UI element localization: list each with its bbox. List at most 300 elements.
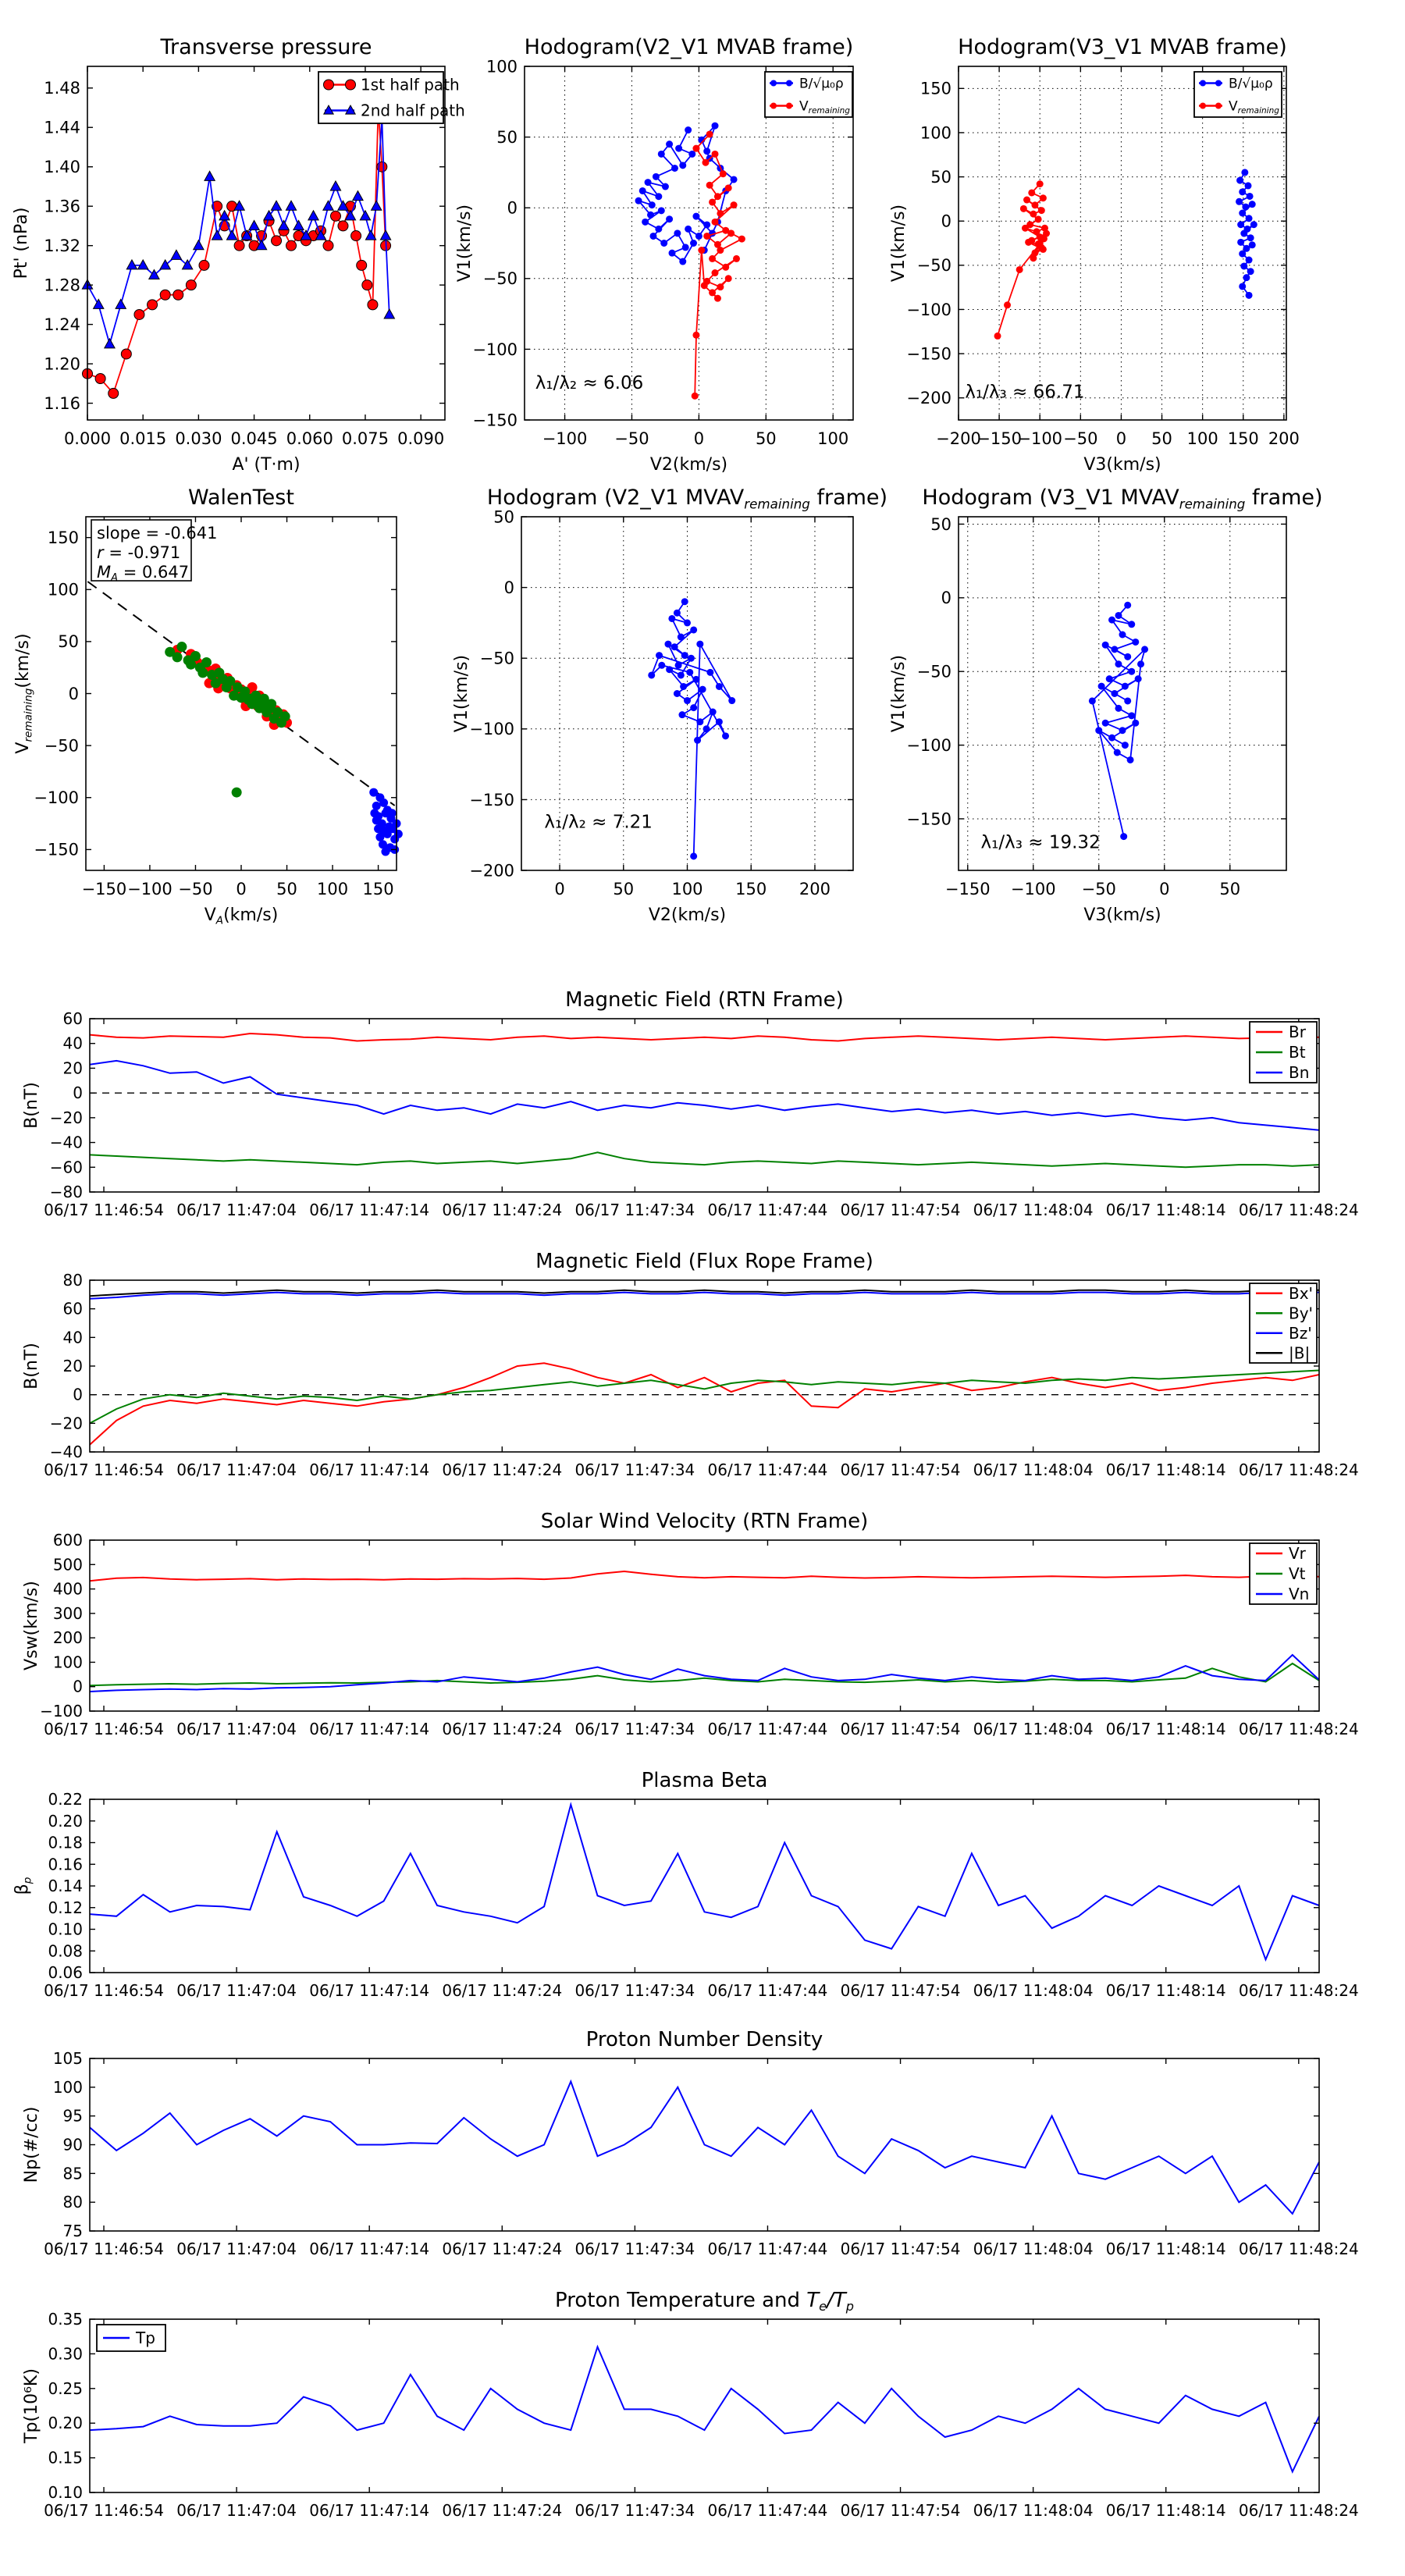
axes-frame (90, 1799, 1319, 1973)
point-marker (160, 290, 170, 300)
triangle-marker (194, 240, 204, 250)
panel-b-fluxrope (22, 1250, 1359, 1479)
x-tick-label: 06/17 11:47:14 (309, 1720, 430, 1738)
x-tick-label: 06/17 11:47:54 (840, 1461, 961, 1479)
series-vn (90, 1655, 1319, 1692)
series-tp (90, 2347, 1319, 2472)
x-tick-label: 06/17 11:48:14 (1105, 2240, 1226, 2258)
panel-title: Hodogram (V3_V1 $MVAV_{remaining}$ frame) (922, 486, 1323, 512)
point-marker (727, 229, 735, 237)
point-marker (1028, 189, 1035, 196)
series-bx-prime (90, 1363, 1319, 1445)
y-tick-label: 100 (52, 1653, 83, 1672)
x-tick-label: 06/17 11:47:54 (840, 1720, 961, 1738)
point-marker (703, 725, 710, 732)
point-marker (370, 809, 379, 817)
x-tick-label: 06/17 11:46:54 (44, 1981, 164, 2000)
point-marker (1038, 207, 1045, 214)
point-marker (1132, 720, 1139, 727)
point-marker (712, 269, 719, 276)
y-tick-label: 0 (503, 578, 514, 597)
x-tick-label: 0 (236, 880, 247, 898)
point-marker (658, 151, 665, 158)
lambda-ratio-annotation: λ₁/λ₃ ≈ 66.71 (965, 382, 1085, 403)
x-tick-label: 06/17 11:47:34 (574, 1461, 695, 1479)
panel-proton-temperature (22, 2289, 1359, 2520)
y-tick-label: −100 (472, 340, 518, 359)
x-tick-label: 06/17 11:47:44 (707, 1201, 828, 1219)
point-marker (731, 176, 738, 183)
axes-frame (959, 517, 1286, 870)
panel-title: Hodogram(V2_V1 MVAB frame) (524, 35, 854, 59)
triangle-marker (212, 230, 222, 240)
point-marker (1249, 241, 1256, 248)
point-marker (338, 221, 348, 231)
point-marker (714, 193, 721, 200)
point-marker (679, 258, 686, 265)
x-tick-label: 06/17 11:47:04 (176, 1981, 297, 2000)
point-marker (684, 619, 691, 626)
point-marker (1035, 215, 1042, 222)
y-tick-label: 0 (73, 1385, 83, 1404)
y-axis-label: B(nT) (22, 1082, 41, 1129)
point-marker (678, 634, 685, 641)
panel-plasma-beta (12, 1769, 1359, 2000)
series-np (90, 2082, 1319, 2214)
y-tick-label: 0.10 (48, 2483, 83, 2502)
point-marker (786, 80, 792, 87)
y-tick-label: 0 (73, 1677, 83, 1696)
point-marker (1245, 182, 1252, 189)
point-marker (706, 182, 713, 189)
series-beta-p (90, 1805, 1319, 1959)
point-marker (245, 694, 255, 704)
x-tick-label: 50 (276, 880, 297, 898)
point-marker (690, 240, 697, 247)
y-tick-label: 0.10 (48, 1920, 83, 1939)
x-tick-label: 06/17 11:47:44 (707, 2501, 828, 2520)
x-tick-label: 06/17 11:47:34 (574, 2501, 695, 2520)
y-tick-label: −100 (469, 720, 514, 739)
y-tick-label: 50 (930, 167, 951, 187)
x-tick-label: 06/17 11:48:04 (973, 1720, 1094, 1738)
y-tick-label: 0.12 (48, 1898, 83, 1917)
point-marker (662, 183, 669, 190)
triangle-marker (271, 201, 281, 210)
y-tick-label: 0 (941, 589, 951, 608)
point-marker (186, 280, 196, 290)
x-tick-label: 06/17 11:47:34 (574, 2240, 695, 2258)
point-marker (681, 598, 688, 605)
point-marker (1132, 639, 1139, 646)
point-marker (357, 260, 367, 270)
point-marker (1239, 251, 1246, 258)
point-marker (1124, 697, 1131, 704)
point-marker (720, 170, 727, 177)
x-tick-label: 06/17 11:47:04 (176, 1720, 297, 1738)
point-marker (1115, 612, 1122, 619)
y-tick-label: 95 (62, 2106, 83, 2126)
point-marker (655, 193, 662, 200)
point-marker (272, 236, 282, 246)
y-tick-label: 0.14 (48, 1877, 83, 1895)
legend-label: Vremaining (1229, 98, 1279, 116)
x-tick-label: 06/17 11:47:14 (309, 1981, 430, 2000)
legend-label: Br (1289, 1023, 1306, 1041)
panel-title: Transverse pressure (160, 35, 372, 59)
y-tick-label: −50 (44, 736, 79, 756)
x-tick-label: −150 (81, 880, 127, 898)
y-tick-label: −200 (906, 389, 951, 408)
x-tick-label: 06/17 11:48:24 (1238, 1981, 1359, 2000)
triangle-marker (372, 201, 382, 210)
legend-label: Tp (136, 2329, 155, 2347)
y-axis-label: B(nT) (22, 1343, 41, 1389)
point-marker (1137, 660, 1144, 667)
point-marker (108, 388, 119, 398)
legend-label: Vremaining (799, 98, 850, 116)
point-marker (712, 219, 719, 226)
point-marker (660, 240, 667, 247)
point-marker (709, 198, 716, 205)
y-tick-label: −50 (916, 662, 951, 681)
y-tick-label: 50 (493, 507, 514, 527)
y-tick-label: 1.24 (44, 315, 80, 334)
legend-label: Vt (1289, 1564, 1306, 1583)
point-marker (675, 145, 682, 152)
point-marker (1239, 283, 1246, 290)
y-tick-label: 20 (62, 1059, 83, 1078)
point-marker (1239, 188, 1246, 195)
y-tick-label: 1.28 (44, 276, 80, 295)
series-br (90, 1034, 1319, 1041)
y-tick-label: 600 (52, 1531, 83, 1550)
point-marker (1102, 720, 1109, 727)
y-tick-label: 100 (486, 57, 518, 76)
point-marker (173, 652, 183, 662)
point-marker (645, 179, 652, 186)
x-tick-label: 06/17 11:47:04 (176, 2240, 297, 2258)
point-marker (1020, 205, 1027, 212)
triangle-marker (105, 339, 115, 348)
point-marker (716, 683, 723, 690)
x-axis-label: V3(km/s) (1083, 906, 1161, 925)
y-tick-label: 20 (62, 1357, 83, 1375)
x-tick-label: 150 (735, 880, 767, 898)
y-tick-label: 50 (496, 127, 518, 147)
x-tick-label: 0.090 (397, 429, 445, 448)
point-marker (383, 830, 392, 838)
y-tick-label: 105 (52, 2049, 83, 2068)
x-tick-label: 0 (1159, 880, 1170, 898)
point-marker (706, 669, 713, 676)
y-tick-label: 60 (62, 1299, 83, 1318)
point-marker (1246, 292, 1253, 299)
x-tick-label: 06/17 11:47:14 (309, 2501, 430, 2520)
point-marker (201, 657, 212, 667)
point-marker (1243, 274, 1250, 281)
point-marker (1127, 756, 1134, 763)
x-tick-label: −100 (542, 429, 588, 448)
x-tick-label: 06/17 11:47:44 (707, 1981, 828, 2000)
y-tick-label: 60 (62, 1009, 83, 1028)
y-axis-label: Tp(10⁶K) (22, 2368, 41, 2443)
point-marker (696, 641, 703, 648)
point-marker (1247, 234, 1254, 241)
x-tick-label: 06/17 11:48:04 (973, 2501, 1094, 2520)
point-marker (706, 130, 713, 137)
point-marker (351, 231, 361, 241)
y-tick-label: 0.22 (48, 1790, 83, 1809)
y-tick-label: −50 (479, 649, 514, 668)
point-marker (1239, 209, 1246, 216)
point-marker (642, 219, 649, 226)
x-tick-label: 06/17 11:47:24 (442, 1720, 563, 1738)
point-marker (666, 215, 673, 222)
x-axis-label: A' (T·m) (232, 455, 301, 475)
y-tick-label: 0.30 (48, 2344, 83, 2364)
x-tick-label: 06/17 11:47:04 (176, 1201, 297, 1219)
point-marker (330, 211, 340, 221)
x-tick-label: 06/17 11:48:04 (973, 1461, 1094, 1479)
point-marker (1111, 690, 1118, 697)
point-marker (1128, 621, 1135, 628)
y-axis-label: V1(km/s) (455, 204, 475, 283)
point-marker (1236, 198, 1243, 205)
x-tick-label: 50 (1151, 429, 1172, 448)
point-marker (134, 309, 144, 319)
point-marker (1200, 80, 1206, 87)
panel-title: Magnetic Field (Flux Rope Frame) (535, 1250, 873, 1273)
point-marker (1023, 197, 1030, 204)
panel-title: Proton Number Density (585, 2028, 823, 2051)
point-marker (679, 162, 686, 169)
y-axis-label: V1(km/s) (889, 204, 909, 283)
point-marker (1115, 705, 1122, 712)
point-marker (121, 349, 131, 359)
x-tick-label: 150 (362, 880, 394, 898)
x-tick-label: 06/17 11:48:24 (1238, 1461, 1359, 1479)
x-tick-label: 0.000 (63, 429, 112, 448)
y-tick-label: 200 (52, 1628, 83, 1648)
y-tick-label: −20 (49, 1108, 83, 1127)
point-marker (722, 264, 729, 271)
point-marker (1016, 266, 1023, 273)
point-marker (232, 788, 242, 798)
point-marker (690, 626, 697, 633)
x-tick-label: −150 (976, 429, 1022, 448)
x-axis-label: V3(km/s) (1083, 455, 1161, 475)
x-tick-label: 0.075 (341, 429, 389, 448)
point-marker (717, 247, 724, 254)
point-marker (1236, 177, 1243, 184)
point-marker (694, 737, 701, 744)
y-axis-label: Np(#/cc) (22, 2106, 41, 2183)
point-marker (1124, 602, 1131, 609)
point-marker (1124, 653, 1131, 660)
point-marker (1114, 749, 1121, 756)
y-tick-label: 100 (47, 580, 79, 600)
point-marker (1106, 675, 1113, 682)
point-marker (1040, 235, 1048, 242)
x-tick-label: 06/17 11:47:24 (442, 1461, 563, 1479)
y-tick-label: 300 (52, 1603, 83, 1623)
point-marker (710, 709, 717, 716)
point-marker (346, 80, 356, 90)
point-marker (692, 676, 699, 683)
x-tick-label: 06/17 11:48:24 (1238, 2501, 1359, 2520)
panel-hodogram-v2v1-mvav (452, 486, 887, 925)
panel-title: Solar Wind Velocity (RTN Frame) (540, 1510, 869, 1533)
point-marker (1237, 221, 1244, 228)
series-vr (90, 1571, 1319, 1581)
point-marker (197, 667, 208, 678)
point-marker (374, 824, 382, 833)
y-tick-label: 90 (62, 2135, 83, 2154)
y-tick-label: 75 (62, 2222, 83, 2240)
y-tick-label: −100 (906, 735, 951, 755)
point-marker (688, 655, 695, 662)
x-tick-label: −50 (178, 880, 213, 898)
point-marker (1119, 632, 1126, 639)
point-marker (1040, 194, 1047, 201)
panel-title: Hodogram(V3_V1 MVAB frame) (958, 35, 1287, 59)
triangle-marker (360, 211, 370, 220)
point-marker (733, 255, 740, 262)
triangle-marker (380, 230, 390, 240)
x-tick-label: 200 (1268, 429, 1300, 448)
point-marker (362, 280, 372, 290)
point-marker (372, 817, 381, 825)
point-marker (698, 247, 705, 254)
x-tick-label: 06/17 11:47:54 (840, 1981, 961, 2000)
point-marker (692, 332, 699, 339)
legend-label: Bx' (1289, 1283, 1314, 1303)
x-axis-label: $V_A(km/s)$ (204, 906, 279, 927)
point-marker (786, 103, 792, 109)
point-marker (709, 289, 716, 296)
point-marker (1037, 180, 1044, 187)
point-marker (388, 809, 397, 817)
point-marker (324, 80, 334, 90)
x-tick-label: 06/17 11:47:14 (309, 1461, 430, 1479)
y-tick-label: 40 (62, 1328, 83, 1347)
y-axis-label: $\beta_p$ (12, 1877, 34, 1895)
point-marker (1215, 103, 1222, 109)
series-v-remaining (695, 134, 742, 396)
point-marker (647, 212, 654, 219)
point-marker (1004, 301, 1011, 308)
x-tick-label: −100 (127, 880, 173, 898)
legend-label: 1st half path (361, 75, 460, 94)
stats-line: slope = -0.641 (97, 524, 218, 543)
point-marker (696, 718, 703, 725)
series-b-hodogram (652, 602, 732, 856)
x-tick-label: −100 (1017, 429, 1063, 448)
x-tick-label: 06/17 11:47:44 (707, 1720, 828, 1738)
axes-frame (90, 1540, 1319, 1711)
point-marker (1249, 201, 1256, 208)
point-marker (668, 615, 675, 622)
y-tick-label: 400 (52, 1579, 83, 1599)
x-axis-label: V2(km/s) (649, 455, 728, 475)
stats-line: r = -0.971 (97, 543, 181, 562)
x-tick-label: 06/17 11:47:34 (574, 1720, 695, 1738)
y-tick-label: 100 (919, 123, 951, 143)
point-marker (323, 240, 333, 251)
point-marker (728, 697, 735, 704)
point-marker (372, 802, 381, 810)
y-tick-label: −100 (906, 300, 951, 319)
point-marker (770, 103, 777, 109)
legend-label: B/√μ₀ρ (799, 76, 844, 92)
point-marker (682, 244, 689, 251)
y-tick-label: 1.44 (44, 118, 80, 137)
point-marker (712, 123, 719, 130)
y-tick-label: 85 (62, 2164, 83, 2183)
panel-title: Proton Temperature and $T_e/T_p$ (555, 2289, 854, 2314)
x-tick-label: 0.060 (286, 429, 333, 448)
y-tick-label: 80 (62, 2193, 83, 2212)
x-tick-label: 06/17 11:48:14 (1105, 2501, 1226, 2520)
point-marker (173, 290, 183, 300)
point-marker (1095, 727, 1102, 734)
legend-label: Bz' (1289, 1323, 1312, 1343)
point-marker (234, 240, 244, 251)
point-marker (1237, 239, 1244, 246)
y-axis-label: V1(km/s) (452, 654, 471, 733)
point-marker (717, 283, 724, 290)
point-marker (666, 141, 673, 148)
legend-label: Bt (1289, 1043, 1306, 1062)
point-marker (669, 250, 676, 257)
point-marker (658, 662, 665, 669)
point-marker (1128, 668, 1135, 675)
point-marker (635, 197, 642, 205)
series-vt (90, 1663, 1319, 1685)
panel-vsw (22, 1510, 1359, 1738)
x-tick-label: 0.045 (230, 429, 278, 448)
point-marker (176, 642, 187, 652)
point-marker (690, 704, 697, 711)
y-tick-label: 0.25 (48, 2379, 83, 2398)
x-tick-label: 06/17 11:48:04 (973, 1201, 1094, 1219)
y-tick-label: 0.16 (48, 1855, 83, 1874)
x-tick-label: 06/17 11:47:24 (442, 1201, 563, 1219)
triangle-marker (353, 191, 363, 201)
x-tick-label: 06/17 11:47:54 (840, 2240, 961, 2258)
point-marker (1102, 642, 1109, 649)
series-1st-half-path (87, 108, 386, 393)
y-tick-label: 0 (68, 684, 79, 703)
point-marker (674, 229, 681, 237)
x-tick-label: −50 (1081, 880, 1116, 898)
y-tick-label: −40 (49, 1133, 83, 1152)
point-marker (1246, 257, 1253, 264)
y-tick-label: 1.40 (44, 158, 80, 177)
y-tick-label: 0 (507, 198, 518, 218)
point-marker (656, 652, 663, 659)
panel-title: WalenTest (188, 486, 294, 510)
point-marker (678, 711, 685, 718)
point-marker (1215, 80, 1222, 87)
x-tick-label: 06/17 11:48:14 (1105, 1461, 1226, 1479)
point-marker (994, 333, 1001, 340)
x-tick-label: 0 (554, 880, 565, 898)
point-marker (368, 300, 378, 310)
point-marker (655, 226, 662, 233)
y-tick-label: −80 (49, 1183, 83, 1201)
